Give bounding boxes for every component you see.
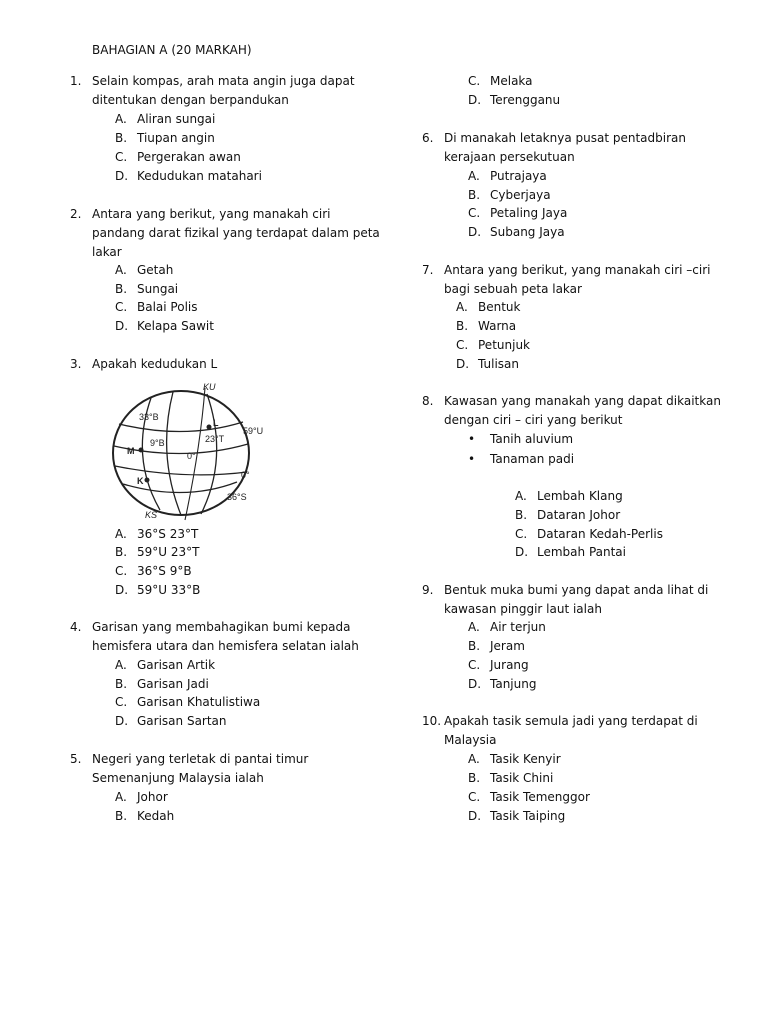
bullet-item	[468, 450, 575, 469]
question-stem-line: Kawasan yang manakah yang dapat dikaitkan	[444, 394, 721, 408]
option-letter: D.	[468, 225, 482, 239]
option-letter: A.	[115, 112, 127, 126]
option-letter: A.	[115, 263, 127, 277]
option-letter: C.	[468, 658, 481, 672]
label-59u: 59°U	[243, 426, 264, 436]
option-text: Putrajaya	[490, 169, 547, 183]
question-stem-line: Garisan yang membahagikan bumi kepada	[92, 620, 351, 634]
question-stem-line: Antara yang berikut, yang manakah ciri	[92, 207, 331, 221]
option-letter: B.	[515, 508, 528, 522]
option-letter: B.	[115, 677, 128, 691]
option-text: Balai Polis	[137, 300, 198, 314]
option-letter: B.	[468, 188, 481, 202]
option-text: Tasik Taiping	[490, 809, 566, 823]
option-letter: A.	[456, 300, 468, 314]
option-letter: C.	[468, 206, 481, 220]
question-stem-line: Bentuk muka bumi yang dapat anda lihat di	[444, 583, 709, 597]
label-k: K	[137, 476, 144, 486]
question-number: 8.	[422, 394, 434, 408]
label-0-latitude: 0°	[241, 470, 250, 480]
label-ks: KS	[145, 510, 158, 520]
option-letter: C.	[515, 527, 528, 541]
option-letter: C.	[456, 338, 469, 352]
globe-diagram	[105, 380, 280, 522]
option-letter: A.	[468, 752, 480, 766]
option-letter: A.	[468, 169, 480, 183]
option-letter: A.	[115, 790, 127, 804]
option-text: Bentuk	[478, 300, 521, 314]
option-text: Cyberjaya	[490, 188, 551, 202]
option-text: Air terjun	[490, 620, 546, 634]
option-text: Aliran sungai	[137, 112, 216, 126]
option-text: Dataran Johor	[537, 508, 621, 522]
question-stem-line: Di manakah letaknya pusat pentadbiran	[444, 131, 686, 145]
option-text: Garisan Khatulistiwa	[137, 695, 261, 709]
option-letter: A.	[515, 489, 527, 503]
section-title: BAHAGIAN A (20 MARKAH)	[92, 43, 252, 57]
option-text: Jurang	[490, 658, 529, 672]
option-letter: A.	[115, 527, 127, 541]
question-number: 1.	[70, 74, 82, 88]
option-letter: B.	[115, 282, 128, 296]
option-letter: D.	[468, 93, 482, 107]
question-stem-line: bagi sebuah peta lakar	[444, 282, 582, 296]
question-stem-line: Selain kompas, arah mata angin juga dapat	[92, 74, 355, 88]
option-text: Kedah	[137, 809, 175, 823]
option-text: 59°U 33°B	[137, 583, 201, 597]
option-text: 36°S 23°T	[137, 527, 199, 541]
question-number: 4.	[70, 620, 82, 634]
option-text: Garisan Sartan	[137, 714, 227, 728]
option-text: Lembah Klang	[537, 489, 623, 503]
label-23t: 23°T	[205, 434, 225, 444]
option-text: Garisan Jadi	[137, 677, 209, 691]
option-text: 59°U 23°T	[137, 545, 200, 559]
question-number: 5.	[70, 752, 82, 766]
option-text: Petunjuk	[478, 338, 530, 352]
option-text: Warna	[478, 319, 517, 333]
question-stem-line: kawasan pinggir laut ialah	[444, 602, 602, 616]
label-9b: 9°B	[150, 438, 165, 448]
option-text: Tasik Temenggor	[490, 790, 590, 804]
option-text: Jeram	[490, 639, 525, 653]
option-letter: A.	[468, 620, 480, 634]
option-text: Getah	[137, 263, 174, 277]
question-stem-line: dengan ciri – ciri yang berikut	[444, 413, 623, 427]
question-stem-line: Apakah kedudukan L	[92, 357, 218, 371]
option-letter: D.	[456, 357, 470, 371]
option-letter: D.	[115, 714, 129, 728]
question-number: 7.	[422, 263, 434, 277]
option-text: Tiupan angin	[137, 131, 215, 145]
option-letter: C.	[468, 790, 481, 804]
option-text: 36°S 9°B	[137, 564, 192, 578]
question-stem-line: Semenanjung Malaysia ialah	[92, 771, 264, 785]
question-stem-line: Malaysia	[444, 733, 497, 747]
option-text: Kelapa Sawit	[137, 319, 214, 333]
option-text: Subang Jaya	[490, 225, 565, 239]
option-letter: C.	[115, 564, 128, 578]
option-letter: D.	[468, 677, 482, 691]
option-text: Dataran Kedah-Perlis	[537, 527, 663, 541]
option-letter: B.	[468, 771, 481, 785]
option-letter: B.	[115, 131, 128, 145]
option-text: Tanjung	[490, 677, 537, 691]
option-text: Tasik Chini	[490, 771, 554, 785]
question-number: 2.	[70, 207, 82, 221]
question-number: 9.	[422, 583, 434, 597]
option-letter: B.	[456, 319, 469, 333]
option-text: Terengganu	[490, 93, 561, 107]
option-letter: D.	[115, 319, 129, 333]
point-m	[139, 448, 144, 453]
bullet-text: Tanih aluvium	[490, 432, 574, 446]
option-text: Sungai	[137, 282, 179, 296]
option-text: Lembah Pantai	[537, 545, 626, 559]
option-text: Melaka	[490, 74, 533, 88]
bullet-text: Tanaman padi	[490, 452, 575, 466]
question-stem-line: lakar	[92, 245, 122, 259]
latitude-33b	[119, 422, 243, 432]
equator	[115, 466, 247, 475]
question-number: 6.	[422, 131, 434, 145]
label-ku: KU	[203, 382, 216, 392]
option-text: Garisan Artik	[137, 658, 216, 672]
option-text: Tasik Kenyir	[490, 752, 561, 766]
option-letter: A.	[115, 658, 127, 672]
option-text: Johor	[137, 790, 168, 804]
question-number: 10.	[422, 714, 442, 728]
label-m: M	[127, 446, 135, 456]
question-stem-line: ditentukan dengan berpandukan	[92, 93, 289, 107]
option-text: Petaling Jaya	[490, 206, 568, 220]
option-letter: C.	[115, 300, 128, 314]
label-l: L	[213, 418, 219, 428]
option-letter: B.	[115, 545, 128, 559]
option-letter: C.	[115, 695, 128, 709]
option-text: Tulisan	[478, 357, 519, 371]
question-number: 3.	[70, 357, 82, 371]
label-33b: 33°B	[139, 412, 159, 422]
label-36s: 36°S	[227, 492, 247, 502]
option-letter: C.	[468, 74, 481, 88]
option-letter: C.	[115, 150, 128, 164]
option-text: Pergerakan awan	[137, 150, 241, 164]
question-stem-line: Apakah tasik semula jadi yang terdapat di	[444, 714, 698, 728]
option-letter: D.	[115, 583, 129, 597]
question-stem-line: hemisfera utara dan hemisfera selatan ialah	[92, 639, 359, 653]
bullet-icon: •	[468, 452, 476, 466]
option-letter: B.	[115, 809, 128, 823]
option-letter: D.	[468, 809, 482, 823]
bullet-item	[468, 430, 574, 449]
option-text: Kedudukan matahari	[137, 169, 262, 183]
point-k	[145, 478, 150, 483]
meridian-right	[201, 394, 217, 514]
bullet-icon: •	[468, 432, 476, 446]
point-l	[207, 425, 212, 430]
option-letter: D.	[515, 545, 529, 559]
option-letter: B.	[468, 639, 481, 653]
question-stem-line: Negeri yang terletak di pantai timur	[92, 752, 309, 766]
question-stem-line: pandang darat fizikal yang terdapat dalam peta	[92, 226, 380, 240]
question-stem-line: kerajaan persekutuan	[444, 150, 575, 164]
question-stem-line: Antara yang berikut, yang manakah ciri –ciri	[444, 263, 711, 277]
option-letter: D.	[115, 169, 129, 183]
label-0-longitude: 0°	[187, 451, 196, 461]
